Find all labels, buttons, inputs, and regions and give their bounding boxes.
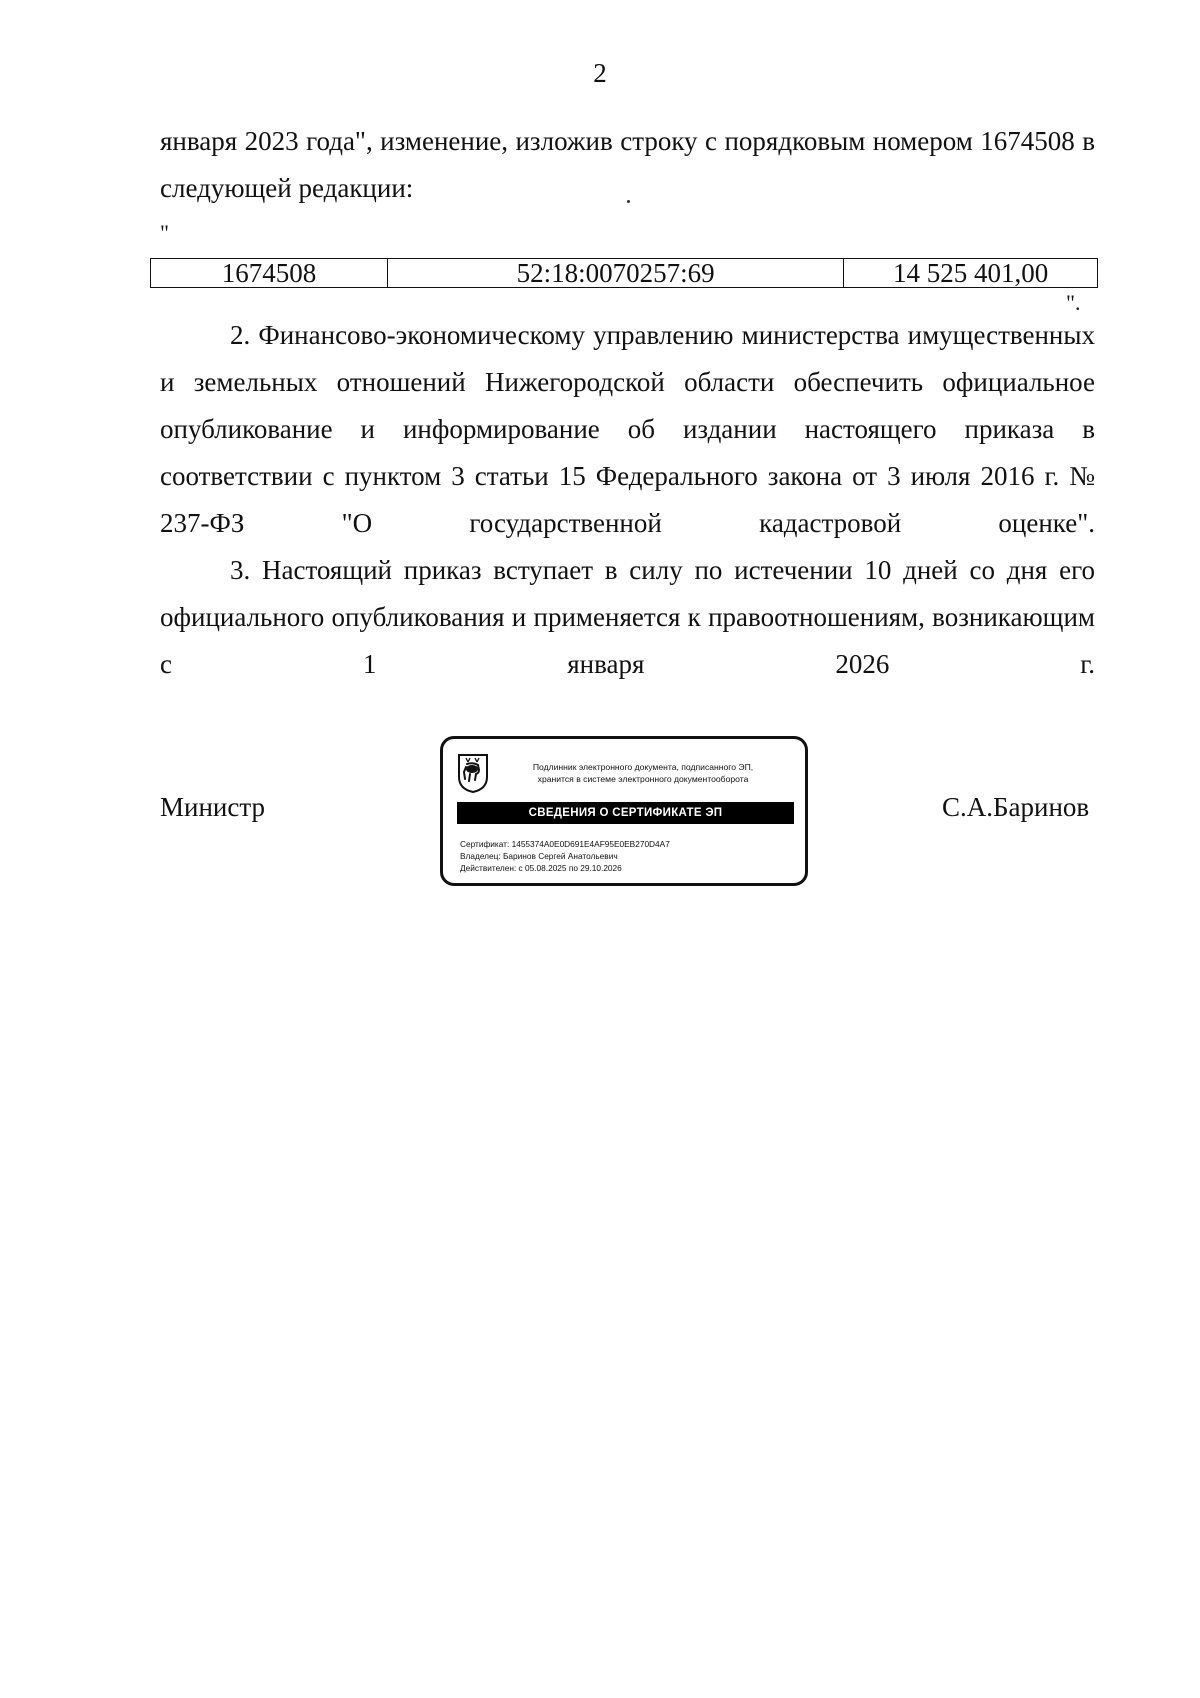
cadastre-table	[150, 258, 1098, 288]
page-number: 2	[593, 58, 607, 88]
stamp-certificate-bar: СВЕДЕНИЯ О СЕРТИФИКАТЕ ЭП	[457, 802, 794, 824]
table-row	[151, 259, 1098, 288]
stamp-details	[460, 838, 790, 874]
signer-name: С.А.Баринов	[942, 792, 1090, 822]
clause-2	[160, 312, 1095, 547]
stamp-header-line-1: Подлинник электронного документа, подписанного ЭП,	[532, 762, 754, 772]
clause-2-text: 2. Финансово-экономическому управлению министерства имущественных и земельных отношений Нижегородской области обеспечить официальное опубликование и информирование об издании настоящего приказа в соответствии с пунктом 3 статьи 15 Федерального закона от 3 июля 2016 г. № 237-ФЗ "О государственной кадастровой оценке".	[160, 320, 1095, 538]
stamp-header-line-2: хранится в системе электронного документооборота	[537, 774, 749, 784]
clause-3	[160, 547, 1095, 688]
stamp-header	[503, 761, 783, 785]
clause-3-text: 3. Настоящий приказ вступает в силу по истечении 10 дней со дня его официального опубликования и применяется к правоотношениям, возникающим с 1 января 2026 г.	[160, 555, 1095, 679]
intro-paragraph	[160, 118, 1095, 212]
stamp-owner: Владелец: Баринов Сергей Анатольевич	[460, 851, 618, 861]
close-quote: ".	[1066, 290, 1081, 315]
cadastral-value-cell: 14 525 401,00	[844, 259, 1098, 288]
stamp-certificate: Сертификат: 1455374A0E0D691E4AF95E0EB270D4A7	[460, 839, 670, 849]
electronic-signature-stamp	[440, 736, 808, 886]
scan-speck	[627, 200, 630, 203]
stamp-validity: Действителен: с 05.08.2025 по 29.10.2026	[460, 863, 622, 873]
deer-emblem-icon	[457, 753, 489, 793]
signer-title: Министр	[160, 792, 265, 822]
row-number-cell: 1674508	[151, 259, 388, 288]
intro-text: января 2023 года", изменение, изложив строку с порядковым номером 1674508 в следующей редакции:	[160, 126, 1095, 203]
cadastral-number-cell: 52:18:0070257:69	[388, 259, 844, 288]
open-quote: "	[160, 220, 169, 245]
